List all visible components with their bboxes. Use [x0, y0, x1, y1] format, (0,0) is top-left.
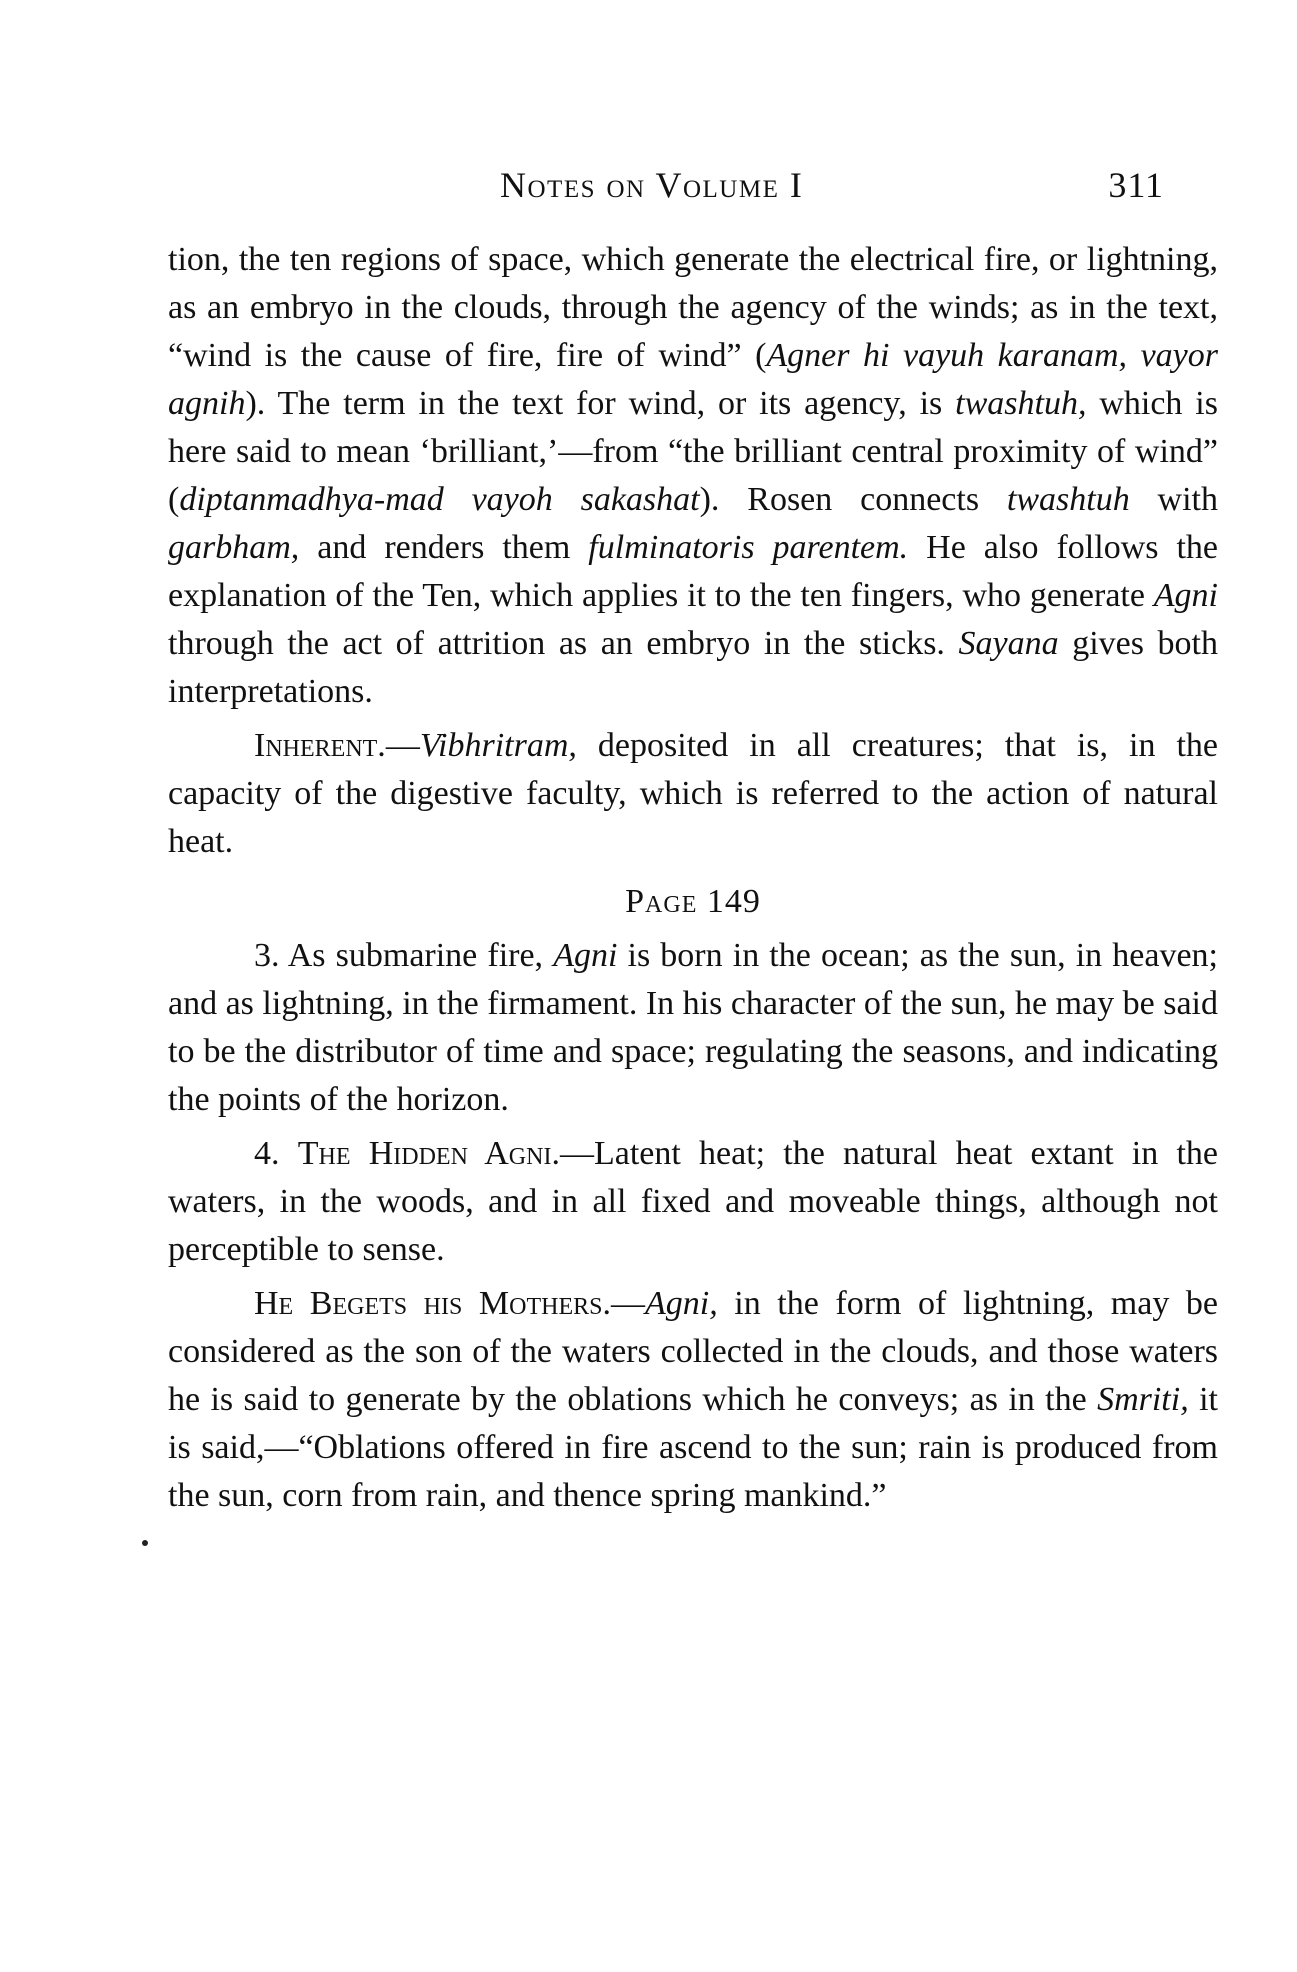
paragraph — [168, 722, 1218, 866]
paragraph — [168, 1130, 1218, 1274]
italic-text: Sayana — [958, 625, 1059, 662]
text-run: He also follows the explanation of the Ten, which applies it to the ten fingers, who generate — [168, 529, 1218, 614]
text-run: 3. As submarine fire, — [254, 937, 554, 974]
text-run: ). Rosen connects — [699, 481, 1007, 518]
italic-text: fulminatoris parentem. — [588, 529, 909, 566]
text-run: and renders them — [299, 529, 589, 566]
text-run: gives both interpretations. — [168, 625, 1218, 710]
italic-text: Vibhritram, — [419, 727, 577, 764]
text-run: ). The term in the text for wind, or its agency, is — [245, 385, 956, 422]
text-run: — — [611, 1285, 645, 1322]
italic-text: Smriti, — [1097, 1381, 1189, 1418]
text-run: through the act of attrition as an embryo in the sticks. — [168, 625, 959, 662]
running-header — [500, 164, 1222, 214]
text-run: —Latent heat; the natural heat extant in the waters, in the woods, and in all fixed and moveable things, although not perceptible to sense. — [168, 1135, 1218, 1268]
notes-body — [168, 236, 1218, 1526]
margin-dot — [142, 1540, 148, 1546]
italic-text: garbham, — [168, 529, 300, 566]
text-run: tion, the ten regions of space, which generate the electrical fire, or lightning, as an embryo in the clouds, through the agency of the winds; as in the text, “wind is the cause of fire, fire of wind” ( — [168, 241, 1218, 374]
paragraph — [168, 1280, 1218, 1520]
page-number: 311 — [1108, 165, 1164, 205]
text-run: in the form of lightning, may be considered as the son of the waters collected in the clouds, and those waters he is said to generate by the oblations which he conveys; as in the — [168, 1285, 1218, 1418]
paragraph — [168, 236, 1218, 716]
italic-text: diptanmadhya-mad vayoh sakashat — [179, 481, 700, 518]
text-run: it is said,—“Oblations offered in fire ascend to the sun; rain is produced from the sun, corn from rain, and thence spring mankind.” — [168, 1381, 1218, 1514]
italic-text: twashtuh — [1006, 481, 1130, 518]
small-caps-text: The Hidden Agni. — [297, 1135, 560, 1172]
text-run: is born in the ocean; as the sun, in heaven; and as lightning, in the firmament. In his character of the sun, he may be said to be the distributor of time and space; regulating the seasons, and indicating the points of the horizon. — [168, 937, 1219, 1118]
paragraph — [168, 932, 1218, 1124]
text-run: — — [385, 727, 420, 764]
italic-text: Agner hi vayuh karanam, vayor agnih — [168, 337, 1218, 422]
small-caps-text: He Begets his Mothers. — [254, 1285, 611, 1322]
section-heading — [168, 878, 1218, 926]
running-header-title: Notes on Volume I — [500, 165, 804, 205]
text-run: 4. — [254, 1135, 298, 1172]
italic-text: Agni — [1153, 577, 1218, 614]
italic-text: Agni — [553, 937, 618, 974]
italic-text: twashtuh, — [955, 385, 1087, 422]
text-run: which is here said to mean ‘brilliant,’—from “the brilliant central proximity of wind” ( — [168, 385, 1218, 518]
text-run: with — [1129, 481, 1218, 518]
text-run: deposited in all creatures; that is, in the capacity of the digestive faculty, which is referred to the action of natural heat. — [168, 727, 1218, 860]
italic-text: Agni, — [645, 1285, 718, 1322]
small-caps-text: Inherent. — [254, 727, 386, 764]
text-run: Page 149 — [625, 883, 761, 920]
